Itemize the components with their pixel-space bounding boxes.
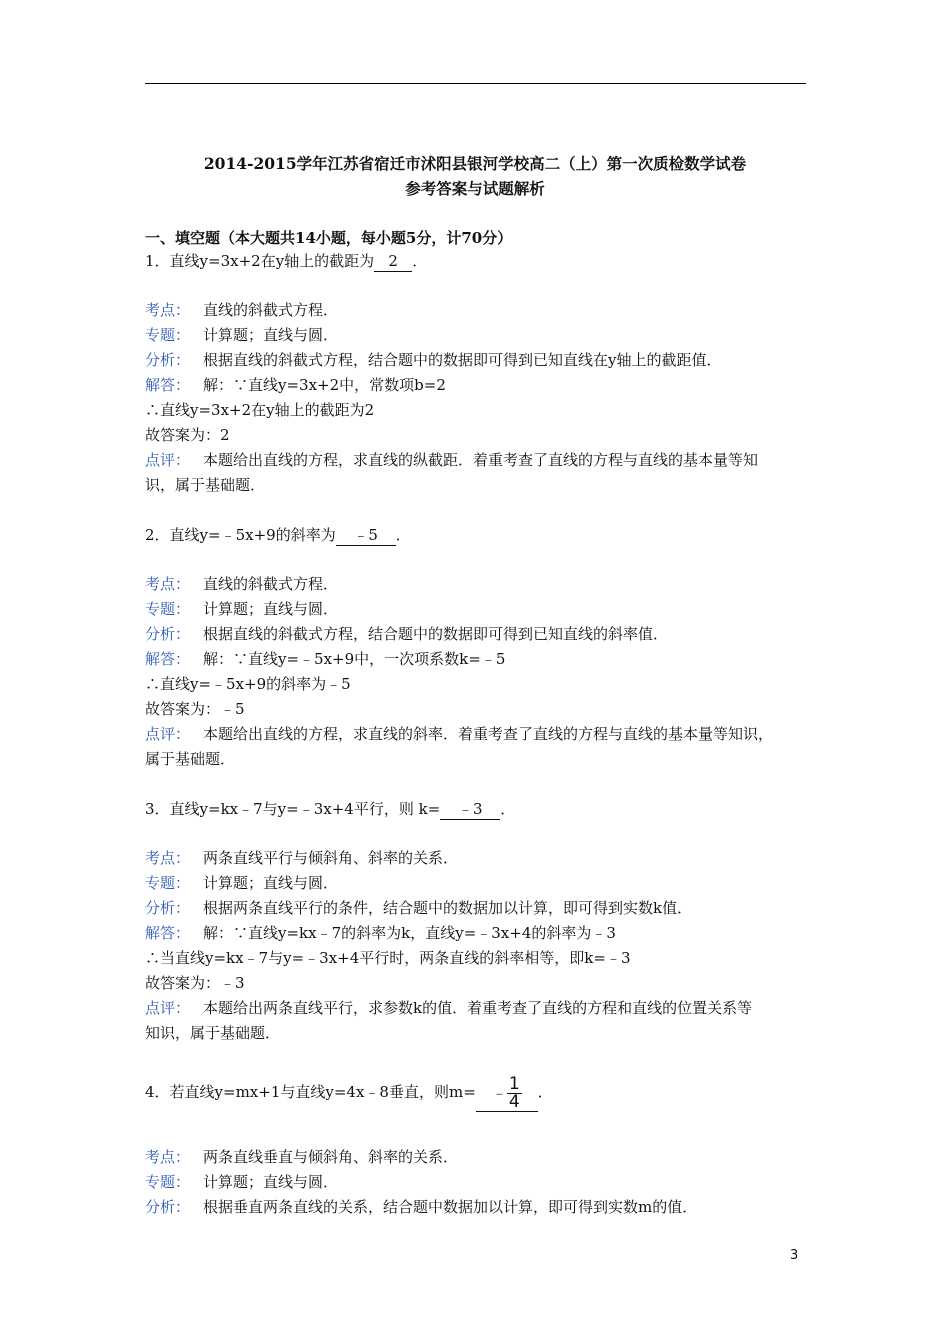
q4-end: ． (537, 1083, 553, 1101)
q1-dianping (145, 450, 758, 470)
page-title: 2014-2015学年江苏省宿迁市沭阳县银河学校高二（上）第一次质检数学试卷 (203, 154, 747, 173)
q1-stem: 1．直线y=3x+2在y轴上的截距为 (145, 252, 375, 270)
q2-kaodian-text: 直线的斜截式方程． (203, 575, 339, 593)
fenxi-label: 分析： (145, 351, 191, 369)
q2-jieda-text: 解：∵直线y=﹣5x+9中，一次项系数k=﹣5 (203, 650, 506, 668)
dianping-label: 点评： (145, 725, 191, 743)
kaodian-label: 考点： (145, 849, 191, 867)
q3-kaodian-text: 两条直线平行与倾斜角、斜率的关系． (203, 849, 459, 867)
q3-dianping-text: 本题给出两条直线平行，求参数k的值．着重考查了直线的方程和直线的位置关系等 (203, 999, 753, 1017)
q1-zhuanti (145, 325, 338, 345)
dianping-label: 点评： (145, 451, 191, 469)
q3-fenxi (145, 898, 692, 918)
zhuanti-label: 专题： (145, 1173, 191, 1191)
q3-dianping-cont: 知识，属于基础题． (145, 1024, 281, 1042)
fraction-numerator: 1 (508, 1073, 520, 1094)
q4-zhuanti-text: 计算题；直线与圆． (203, 1173, 339, 1191)
q1-dianping-text: 本题给出直线的方程，求直线的纵截距．着重考查了直线的方程与直线的基本量等知 (203, 451, 759, 469)
q1-dianping-cont: 识，属于基础题． (145, 476, 266, 494)
q2-dianping-cont: 属于基础题． (145, 750, 236, 768)
q2-stem: 2．直线y=﹣5x+9的斜率为 (145, 526, 336, 544)
q3-zhuanti-text: 计算题；直线与圆． (203, 874, 339, 892)
zhuanti-label: 专题： (145, 600, 191, 618)
q1-end: ． (412, 252, 428, 270)
q2-kaodian (145, 574, 338, 594)
q3-answer: ﹣3 (440, 799, 500, 820)
q2-therefore: ∴直线y=﹣5x+9的斜率为﹣5 (145, 675, 351, 693)
q4-stem-line (145, 1072, 553, 1112)
q3-fenxi-text: 根据两条直线平行的条件，结合题中的数据加以计算，即可得到实数k值． (203, 899, 693, 917)
q3-kaodian (145, 848, 458, 868)
q4-fenxi (145, 1197, 697, 1217)
q1-fenxi-text: 根据直线的斜截式方程，结合题中的数据即可得到已知直线在y轴上的截距值． (203, 351, 722, 369)
fenxi-label: 分析： (145, 1198, 191, 1216)
q2-stem-line (145, 525, 411, 546)
q4-answer (476, 1073, 538, 1112)
q2-answer: ﹣5 (336, 525, 396, 546)
q2-zhuanti (145, 599, 338, 619)
q1-kaodian-text: 直线的斜截式方程． (203, 301, 339, 319)
q2-zhuanti-text: 计算题；直线与圆． (203, 600, 339, 618)
q3-zhuanti (145, 873, 338, 893)
q1-jieda (145, 375, 446, 395)
page-number: 3 (790, 1248, 799, 1263)
q1-fenxi (145, 350, 721, 370)
q1-answer: 2 (374, 251, 412, 272)
q3-dianping (145, 998, 752, 1018)
q3-stem-line (145, 799, 515, 820)
header-rule (145, 83, 806, 84)
zhuanti-label: 专题： (145, 326, 191, 344)
zhuanti-label: 专题： (145, 874, 191, 892)
q2-dianping-text: 本题给出直线的方程，求直线的斜率．着重考查了直线的方程与直线的基本量等知识， (203, 725, 774, 743)
q1-therefore: ∴直线y=3x+2在y轴上的截距为2 (145, 401, 375, 419)
section-heading: 一、填空题（本大题共14小题，每小题5分，计70分） (145, 229, 513, 247)
q4-stem: 4．若直线y=mx+1与直线y=4x﹣8垂直，则m= (145, 1083, 476, 1101)
q4-fenxi-text: 根据垂直两条直线的关系，结合题中数据加以计算，即可得到实数m的值． (203, 1198, 698, 1216)
kaodian-label: 考点： (145, 1148, 191, 1166)
dianping-label: 点评： (145, 999, 191, 1017)
q1-zhuanti-text: 计算题；直线与圆． (203, 326, 339, 344)
q1-jieda-text: 解：∵直线y=3x+2中，常数项b=2 (203, 376, 446, 394)
q1-final: 故答案为：2 (145, 426, 230, 444)
q4-kaodian (145, 1147, 458, 1167)
q3-therefore: ∴当直线y=kx﹣7与y=﹣3x+4平行时，两条直线的斜率相等，即k=﹣3 (145, 949, 631, 967)
page-subtitle: 参考答案与试题解析 (405, 179, 545, 198)
q2-fenxi (145, 624, 668, 644)
q3-jieda-text: 解：∵直线y=kx﹣7的斜率为k，直线y=﹣3x+4的斜率为﹣3 (203, 924, 616, 942)
q1-stem-line (145, 251, 427, 272)
q2-final: 故答案为：﹣5 (145, 700, 245, 718)
q2-end: ． (395, 526, 411, 544)
q3-stem: 3．直线y=kx﹣7与y=﹣3x+4平行，则 k= (145, 800, 441, 818)
q2-dianping (145, 724, 773, 744)
q3-end: ． (500, 800, 516, 818)
jieda-label: 解答： (145, 924, 191, 942)
q2-fenxi-text: 根据直线的斜截式方程，结合题中的数据即可得到已知直线的斜率值． (203, 625, 669, 643)
fenxi-label: 分析： (145, 625, 191, 643)
q1-kaodian (145, 300, 338, 320)
q2-jieda (145, 649, 505, 669)
q3-final: 故答案为：﹣3 (145, 974, 245, 992)
kaodian-label: 考点： (145, 575, 191, 593)
q3-jieda (145, 923, 616, 943)
q4-zhuanti (145, 1172, 338, 1192)
q4-answer-fraction (507, 1073, 522, 1112)
q4-answer-sign: ﹣ (491, 1083, 507, 1101)
kaodian-label: 考点： (145, 301, 191, 319)
q4-kaodian-text: 两条直线垂直与倾斜角、斜率的关系． (203, 1148, 459, 1166)
fenxi-label: 分析： (145, 899, 191, 917)
fraction-denominator: 4 (508, 1091, 520, 1112)
jieda-label: 解答： (145, 650, 191, 668)
jieda-label: 解答： (145, 376, 191, 394)
